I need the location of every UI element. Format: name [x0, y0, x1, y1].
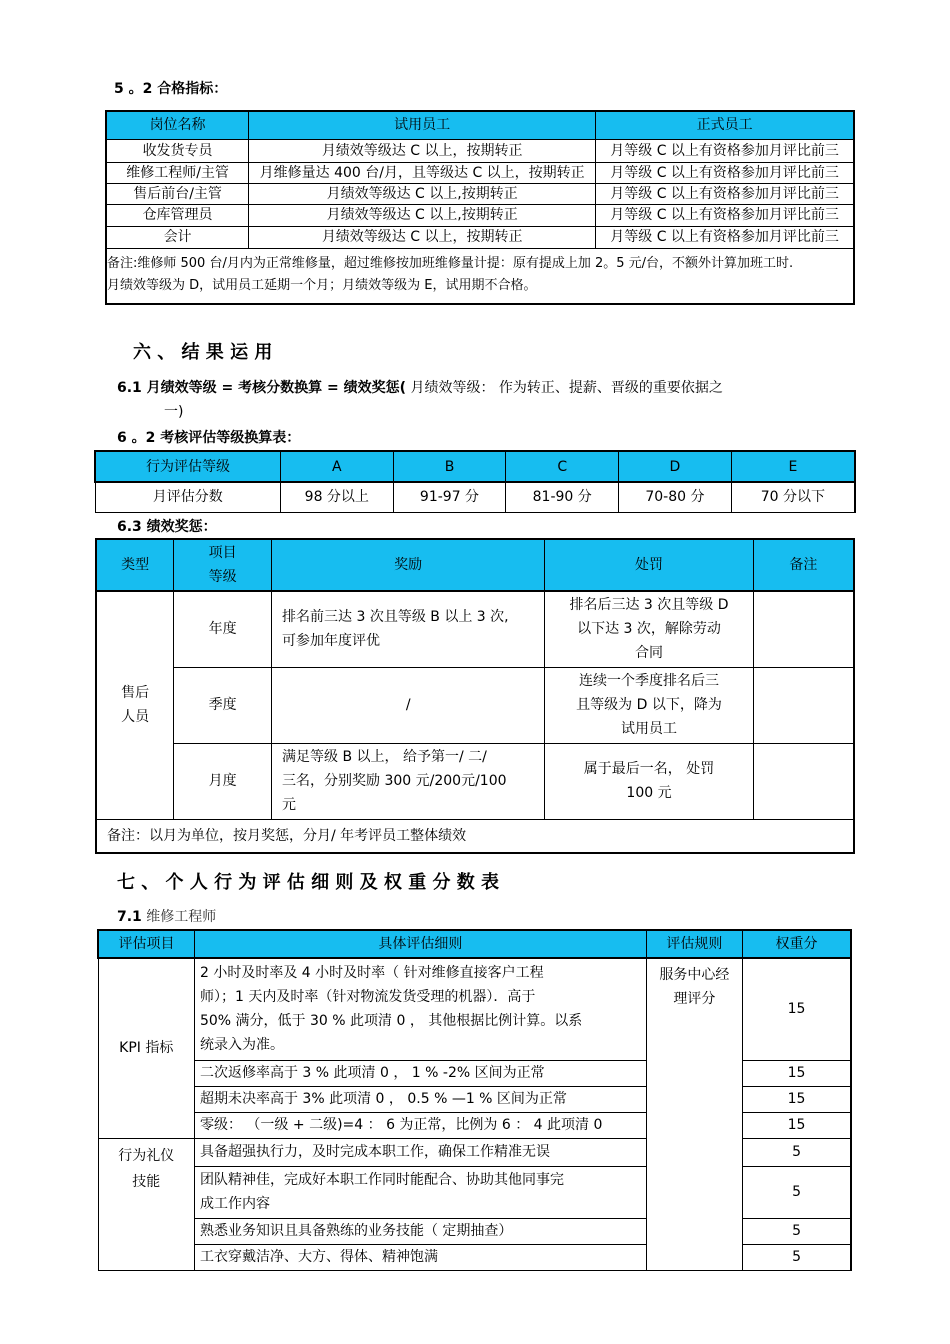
behavior-label — [98, 1138, 194, 1270]
kpi-label: KPI 指标 — [98, 958, 194, 1138]
grade-header-label: 行为评估等级 — [95, 451, 280, 482]
detail-cell — [194, 958, 646, 1060]
section-7-title: 七 、 个 人 行 为 评 估 细 则 及 权 重 分 数 表 — [117, 872, 499, 893]
detail-cell: 二次返修率高于 3 % 此项清 0 ， 1 % -2% 区间为正常 — [194, 1060, 646, 1086]
text-line: 满足等级 B 以上， 给予第一/ 二/ — [282, 749, 487, 765]
penalty-cell — [545, 667, 753, 743]
detail-cell — [194, 1166, 646, 1218]
table-row — [98, 958, 851, 1060]
note-line: 备注:维修师 500 台/月内为正常维修量，超过维修按加班维修量计提：原有提成上加 2。5 元/台，不额外计算加班工时. — [107, 255, 794, 271]
penalty-cell — [545, 743, 753, 819]
section-7-1-role: 维修工程师 — [146, 909, 217, 925]
probation-cell: 月绩效等级达 C 以上,按期转正 — [249, 204, 596, 226]
probation-cell: 月维修量达 400 台/月，且等级达 C 以上，按期转正 — [249, 162, 596, 183]
weight-cell: 5 — [743, 1166, 851, 1218]
header-penalty: 处罚 — [545, 539, 753, 591]
header-item: 项目 — [208, 545, 237, 561]
probation-cell: 月绩效等级达 C 以上,按期转正 — [249, 183, 596, 204]
reward-cell — [272, 591, 545, 667]
evaluation-table — [97, 929, 852, 1271]
table-row — [106, 139, 854, 162]
header-level: 等级 — [208, 569, 237, 585]
probation-cell: 月绩效等级达 C 以上，按期转正 — [249, 226, 596, 248]
regular-cell: 月等级 C 以上有资格参加月评比前三 — [596, 183, 854, 204]
weight-cell: 5 — [743, 1138, 851, 1166]
text-line: 行为礼仪 — [118, 1147, 175, 1164]
text-line: 三名，分别奖励 300 元/200元/100 — [282, 773, 507, 789]
group-label: 人员 — [121, 709, 150, 726]
position-cell: 会计 — [106, 226, 249, 248]
text-line: 100 元 — [626, 785, 672, 801]
text-line: 服务中心经 — [659, 967, 730, 983]
text-line: 可参加年度评优 — [282, 633, 381, 650]
score-d: 70-80 分 — [619, 482, 732, 512]
weight-cell: 15 — [743, 1060, 851, 1086]
text-line: 技能 — [132, 1173, 161, 1190]
table-row — [96, 667, 854, 743]
header-eval-detail: 具体评估细则 — [194, 930, 646, 958]
regular-cell: 月等级 C 以上有资格参加月评比前三 — [596, 162, 854, 183]
header-regular: 正式员工 — [596, 111, 854, 139]
grade-b: B — [393, 451, 506, 482]
section-7-1-number: 7.1 — [117, 909, 142, 925]
header-position: 岗位名称 — [106, 111, 249, 139]
grade-d: D — [619, 451, 732, 482]
reward-note: 备注：以月为单位，按月奖惩，分月/ 年考评员工整体绩效 — [96, 819, 854, 853]
group-label: 售后 — [121, 685, 150, 702]
text-line: 统录入为准。 — [199, 1037, 284, 1054]
section-6-1-label: 6.1 月绩效等级 = 考核分数换算 = 绩效奖惩( — [117, 380, 407, 396]
penalty-cell — [545, 591, 753, 667]
text-line: 理评分 — [673, 991, 716, 1007]
detail-cell: 熟悉业务知识且具备熟练的业务技能（ 定期抽查） — [194, 1218, 646, 1244]
table-row — [106, 226, 854, 248]
regular-cell: 月等级 C 以上有资格参加月评比前三 — [596, 226, 854, 248]
header-remark: 备注 — [753, 539, 854, 591]
header-eval-rule: 评估规则 — [646, 930, 742, 958]
section-6-3-title: 6.3 绩效奖惩： — [117, 519, 217, 535]
weight-cell: 15 — [743, 958, 851, 1060]
position-cell: 售后前台/主管 — [106, 183, 249, 204]
qualification-note — [106, 248, 854, 304]
section-6-title: 六 、 结 果 运 用 — [133, 342, 273, 363]
text-line: 排名前三达 3 次且等级 B 以上 3 次, — [282, 609, 509, 626]
text-line: 且等级为 D 以下，降为 — [576, 697, 722, 713]
regular-cell: 月等级 C 以上有资格参加月评比前三 — [596, 139, 854, 162]
score-b: 91-97 分 — [393, 482, 506, 512]
score-c: 81-90 分 — [506, 482, 619, 512]
table-row — [96, 591, 854, 667]
weight-cell: 5 — [743, 1218, 851, 1244]
text-line: 50% 满分，低于 30 % 此项清 0 ， 其他根据比例计算。以系 — [199, 1013, 583, 1030]
position-cell: 仓库管理员 — [106, 204, 249, 226]
table-row — [106, 183, 854, 204]
score-label: 月评估分数 — [95, 482, 280, 512]
weight-cell: 15 — [743, 1086, 851, 1112]
text-line: 合同 — [635, 645, 664, 662]
position-cell: 维修工程师/主管 — [106, 162, 249, 183]
grade-a: A — [280, 451, 393, 482]
section-6-1-text — [117, 377, 723, 397]
table-row — [106, 162, 854, 183]
remark-cell — [753, 591, 854, 667]
grade-e: E — [731, 451, 855, 482]
detail-cell: 工衣穿戴洁净、大方、得体、精神饱满 — [194, 1244, 646, 1270]
note-line: 月绩效等级为 D，试用员工延期一个月；月绩效等级为 E，试用期不合格。 — [107, 277, 537, 293]
score-a: 98 分以上 — [280, 482, 393, 512]
qualification-table — [105, 110, 855, 305]
weight-cell: 15 — [743, 1112, 851, 1138]
rule-cell — [646, 958, 742, 1270]
section-6-1-desc-cont: 一) — [164, 404, 184, 420]
remark-cell — [753, 743, 854, 819]
header-type: 类型 — [96, 539, 174, 591]
header-item-level — [174, 539, 272, 591]
grade-table — [94, 450, 856, 513]
text-line: 以下达 3 次，解除劳动 — [577, 621, 721, 638]
detail-cell: 零级： （一级 + 二级)=4 ： 6 为正常，比例为 6 ： 4 此项清 0 — [194, 1112, 646, 1138]
text-line: 试用员工 — [621, 721, 678, 737]
text-line: 2 小时及时率及 4 小时及时率（ 针对维修直接客户工程 — [199, 965, 544, 982]
section-6-1-desc: 月绩效等级： 作为转正、提薪、晋级的重要依据之 — [406, 380, 723, 396]
detail-cell: 超期未决率高于 3% 此项清 0 ， 0.5 % —1 % 区间为正常 — [194, 1086, 646, 1112]
detail-cell: 具备超强执行力，及时完成本职工作，确保工作精准无误 — [194, 1138, 646, 1166]
header-reward: 奖励 — [272, 539, 545, 591]
section-7-1-title — [117, 906, 216, 926]
table-row — [106, 204, 854, 226]
text-line: 元 — [282, 797, 297, 813]
reward-cell: / — [272, 667, 545, 743]
text-line: 属于最后一名， 处罚 — [583, 761, 715, 777]
group-after-sales — [96, 591, 174, 819]
grade-c: C — [506, 451, 619, 482]
table-row — [96, 743, 854, 819]
header-weight: 权重分 — [743, 930, 851, 958]
reward-table — [95, 538, 855, 854]
section-6-2-title: 6 。2 考核评估等级换算表： — [117, 430, 301, 446]
header-probation: 试用员工 — [249, 111, 596, 139]
text-line: 排名后三达 3 次且等级 D — [569, 597, 729, 614]
position-cell: 收发货专员 — [106, 139, 249, 162]
text-line: 连续一个季度排名后三 — [579, 673, 720, 689]
level-cell: 年度 — [174, 591, 272, 667]
score-e: 70 分以下 — [731, 482, 855, 512]
weight-cell: 5 — [743, 1244, 851, 1270]
level-cell: 月度 — [174, 743, 272, 819]
header-eval-item: 评估项目 — [98, 930, 194, 958]
probation-cell: 月绩效等级达 C 以上，按期转正 — [249, 139, 596, 162]
text-line: 师）；1 天内及时率（针对物流发货受理的机器）．高于 — [199, 989, 536, 1006]
level-cell: 季度 — [174, 667, 272, 743]
text-line: 团队精神佳，完成好本职工作同时能配合、协助其他同事完 — [199, 1172, 564, 1188]
regular-cell: 月等级 C 以上有资格参加月评比前三 — [596, 204, 854, 226]
text-line: 成工作内容 — [199, 1196, 270, 1212]
remark-cell — [753, 667, 854, 743]
reward-cell — [272, 743, 545, 819]
section-5-2-title: 5 。2 合格指标： — [114, 81, 228, 97]
